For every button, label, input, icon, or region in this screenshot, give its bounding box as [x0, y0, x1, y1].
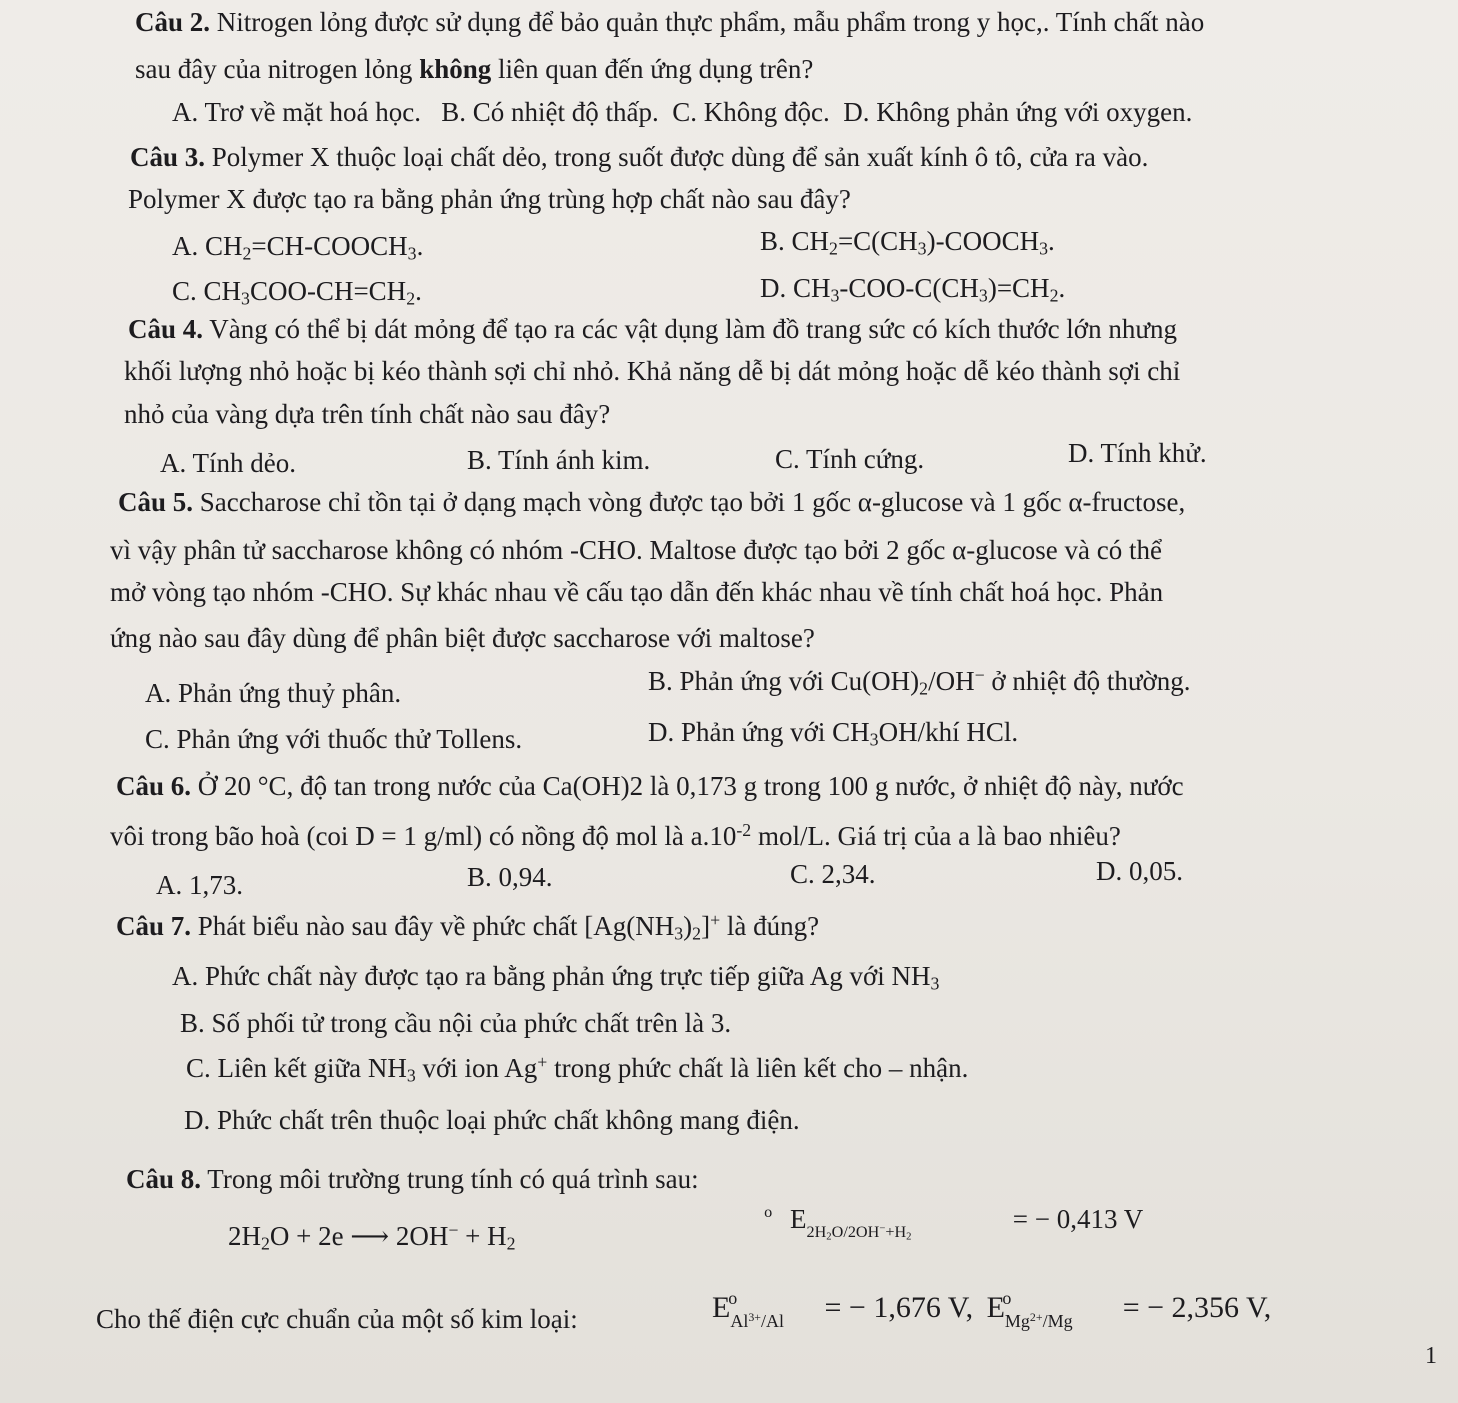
q5-line2: vì vậy phân tử saccharose không có nhóm -CHO. Maltose được tạo bởi 2 gốc α-glucose và có thể — [110, 535, 1162, 565]
q3-option-a: A. $CH_2=CH-COOCH_3$. — [172, 231, 424, 264]
q7-option-c: C. Liên kết giữa $NH_3$ với ion Ag+ trong phức chất là liên kết cho – nhận. — [186, 1052, 969, 1086]
q5-option-c: C. Phản ứng với thuốc thử Tollens. — [145, 724, 523, 754]
q4-option-a: A. Tính dẻo. — [160, 448, 296, 478]
q5-line4: ứng nào sau đây dùng để phân biệt được saccharose với maltose? — [110, 623, 815, 653]
q7-line1: Câu 7. Phát biểu nào sau đây về phức chất $[Ag(NH_3)_2]^+$ là đúng? — [116, 910, 820, 944]
q5-title: Câu 5. — [118, 487, 194, 517]
q5-line1: Câu 5. Saccharose chỉ tồn tại ở dạng mạch vòng được tạo bởi 1 gốc α-glucose và 1 gốc α-fructose, — [118, 487, 1186, 517]
q2-title: Câu 2. — [135, 7, 211, 37]
q3-option-c: C. $CH_3COO-CH=CH_2$. — [172, 276, 422, 309]
q6-option-a: A. 1,73. — [156, 870, 243, 900]
q8-standard-potential-water: $E_{2H_2O/2OH^-+H_2}^o$ = − 0,413 V — [764, 1202, 1144, 1243]
q4-option-d: D. Tính khử. — [1068, 438, 1207, 468]
q8-line1: Câu 8. Trong môi trường trung tính có quá trình sau: — [126, 1164, 699, 1194]
q3-option-d: D. $CH_3-COO-C(CH_3)=CH_2$. — [760, 273, 1066, 306]
q3-line2: Polymer X được tạo ra bằng phản ứng trùng hợp chất nào sau đây? — [128, 184, 851, 214]
q5-option-d: D. Phản ứng với $CH_3OH$/khí HCl. — [648, 717, 1019, 750]
q2-line2: sau đây của nitrogen lỏng không liên quan đến ứng dụng trên? — [135, 54, 814, 84]
q5-option-a: A. Phản ứng thuỷ phân. — [145, 678, 402, 708]
q2-options: A. Trơ về mặt hoá học. B. Có nhiệt độ thấp. C. Không độc. D. Không phản ứng với oxygen. — [172, 97, 1193, 127]
q6-line1: Câu 6. Ở 20 °C, độ tan trong nước của Ca(OH)2 là 0,173 g trong 100 g nước, ở nhiệt độ này, nước — [116, 771, 1184, 801]
q3-option-b: B. $CH_2=C(CH_3)-COOCH_3$. — [760, 226, 1055, 259]
q5-option-b: B. Phản ứng với $Cu(OH)_2/OH^-$ ở nhiệt độ thường. — [648, 665, 1191, 699]
q8-line3: Cho thế điện cực chuẩn của một số kim loại: — [96, 1304, 578, 1334]
q4-title: Câu 4. — [128, 314, 204, 344]
q7-option-d: D. Phức chất trên thuộc loại phức chất không mang điện. — [184, 1105, 800, 1135]
q6-line2: vôi trong bão hoà (coi D = 1 g/ml) có nồng độ mol là $a.10^{-2}$ mol/L. Giá trị của a là bao nhiêu? — [110, 820, 1121, 851]
q2-line1: Câu 2. Nitrogen lỏng được sử dụng để bảo quản thực phẩm, mẫu phẩm trong y học,. Tính chất nào — [135, 7, 1205, 37]
q4-line2: khối lượng nhỏ hoặc bị kéo thành sợi chỉ nhỏ. Khả năng dễ bị dát mỏng hoặc dễ kéo thành sợi chỉ — [124, 356, 1181, 386]
page-number: 1 — [1425, 1343, 1437, 1369]
q5-line3: mở vòng tạo nhóm -CHO. Sự khác nhau về cấu tạo dẫn đến khác nhau về tính chất hoá học. Phản — [110, 577, 1164, 607]
q8-equation: $2H_2O + 2e$ ⟶ $2OH^- + H_2$ — [228, 1220, 516, 1254]
q6-option-c: C. 2,34. — [790, 859, 876, 889]
q6-option-b: B. 0,94. — [467, 862, 553, 892]
q4-option-c: C. Tính cứng. — [775, 444, 925, 474]
q7-option-a: A. Phức chất này được tạo ra bằng phản ứng trực tiếp giữa Ag với $NH_3$ — [172, 961, 940, 994]
q8-standard-potentials-metals: $E_{Al^{3+}/Al}^o$ = − 1,676 V, $E_{Mg^{2+}/Mg}^o$ = − 2,356 V, — [712, 1288, 1272, 1331]
q4-line1: Câu 4. Vàng có thể bị dát mỏng để tạo ra các vật dụng làm đồ trang sức có kích thước lớn nhưng — [128, 314, 1177, 344]
q3-title: Câu 3. — [130, 142, 206, 172]
q8-title: Câu 8. — [126, 1164, 202, 1194]
q6-option-d: D. 0,05. — [1096, 856, 1183, 886]
q4-line3: nhỏ của vàng dựa trên tính chất nào sau đây? — [124, 399, 611, 429]
q3-line1: Câu 3. Polymer X thuộc loại chất dẻo, trong suốt được dùng để sản xuất kính ô tô, cửa ra vào. — [130, 142, 1149, 172]
q7-title: Câu 7. — [116, 911, 192, 941]
q4-option-b: B. Tính ánh kim. — [467, 445, 651, 475]
q7-option-b: B. Số phối tử trong cầu nội của phức chất trên là 3. — [180, 1008, 732, 1038]
q6-title: Câu 6. — [116, 771, 192, 801]
